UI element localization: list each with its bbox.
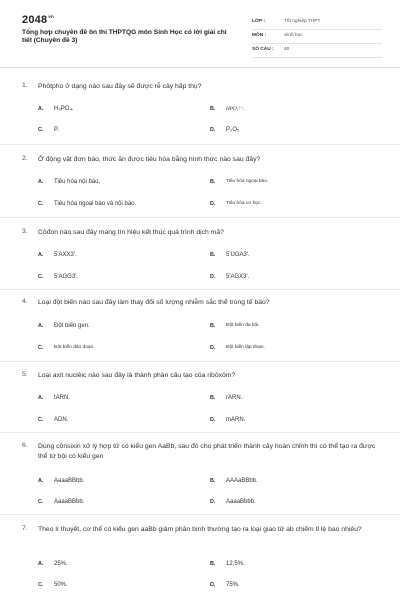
meta-value: Tốt nghiệp THPT — [284, 19, 321, 24]
option-text: Tiêu hóa ngoại bào. — [226, 179, 269, 184]
document-title: Tổng hợp chuyên đề ôn thi THPTQG môn Sinh Học có lời giải chi tiết (Chuyên đề 3) — [22, 29, 227, 45]
meta-label: SỐ CÂU : — [252, 47, 274, 52]
option-text: AaaaBBbb. — [54, 478, 85, 484]
question-text: Dùng cônsixin xử lý hợp tử có kiểu gen AaBb, sau đó cho phát triển thành cây hoàn chỉnh thì có thể tạo ra được thể tứ bội có kiểu gen — [38, 443, 376, 460]
question-text: Côđon nào sau đây mang tín hiệu kết thúc quá trình dịch mã? — [38, 229, 224, 236]
question-number: 7. — [22, 525, 28, 532]
option-letter: B. — [210, 252, 216, 258]
site-logo[interactable] — [22, 14, 54, 26]
option-letter: D. — [210, 127, 216, 133]
option-letter: C. — [38, 582, 44, 588]
option-text: H₃PO₄. — [54, 106, 74, 112]
question-number: 3. — [22, 228, 28, 235]
option-letter: D. — [210, 201, 216, 207]
question-divider — [0, 361, 400, 362]
question-text: Loại đột biến nào sau đây làm thay đổi số lượng nhiễm sắc thể trong tế bào? — [38, 299, 270, 306]
logo-text: 2048 — [22, 14, 48, 26]
header-divider — [0, 67, 400, 68]
option-text: 5'AXX3'. — [54, 252, 77, 258]
option-text: AaaaBBbb. — [54, 499, 85, 505]
option-text: 12,5%. — [226, 561, 245, 567]
option-letter: D. — [210, 274, 216, 280]
question-divider — [0, 432, 400, 433]
question-divider — [0, 217, 400, 218]
option-letter: A. — [38, 323, 44, 329]
option-text: 75%. — [226, 582, 240, 588]
option-letter: A. — [38, 179, 44, 185]
option-text: AAAaBBbb. — [226, 478, 258, 484]
option-letter: B. — [210, 323, 216, 329]
option-letter: D. — [210, 345, 216, 351]
option-text: HPO₄²⁻. — [226, 106, 245, 112]
option-letter: A. — [38, 395, 44, 401]
meta-label: LỚP : — [252, 19, 266, 24]
option-text: P. — [54, 127, 59, 133]
option-text: Tiêu hóa cơ học. — [226, 201, 262, 206]
option-text: Đột biến gen. — [54, 323, 90, 329]
option-text: rARN. — [226, 395, 243, 401]
question-divider — [0, 289, 400, 290]
document-header — [0, 0, 400, 66]
option-text: Đột biến lặp đoạn. — [226, 345, 265, 350]
question-divider — [0, 144, 400, 145]
question-number: 4. — [22, 298, 28, 305]
option-letter: C. — [38, 274, 44, 280]
option-text: P₂O₅ — [226, 127, 240, 133]
question-number: 6. — [22, 442, 28, 449]
question-divider — [0, 514, 400, 515]
option-letter: C. — [38, 499, 44, 505]
option-letter: D. — [210, 499, 216, 505]
option-letter: B. — [210, 478, 216, 484]
meta-label: MÔN : — [252, 33, 267, 38]
option-text: ADN. — [54, 417, 69, 423]
option-text: 5'AGG3'. — [54, 274, 78, 280]
option-letter: A. — [38, 478, 44, 484]
question-number: 2. — [22, 155, 28, 162]
question-text: Loại axit nuclêic nào sau đây là thành phần cấu tạo của ribôxôm? — [38, 372, 236, 379]
option-letter: D. — [210, 417, 216, 423]
option-letter: A. — [38, 561, 44, 567]
meta-value: Sinh học — [284, 33, 303, 38]
option-letter: C. — [38, 345, 44, 351]
option-text: 5'AGX3'. — [226, 274, 250, 280]
option-letter: C. — [38, 127, 44, 133]
option-letter: A. — [38, 252, 44, 258]
option-text: Đột biến đa bội. — [226, 323, 260, 328]
option-text: Tiêu hóa ngoại bào và nội bào. — [54, 201, 137, 207]
question-number: 5. — [22, 371, 28, 378]
question-text: Phôtpho ở dạng nào sau đây sẽ được rễ cây hấp thụ? — [38, 83, 202, 90]
option-text: 50%. — [54, 582, 68, 588]
question-text: Ở động vật đơn bào, thức ăn được tiêu hóa bằng hình thức nào sau đây? — [38, 156, 261, 163]
meta-row-question-count — [252, 45, 382, 58]
question-text: Theo lí thuyết, cơ thể có kiểu gen aaBb giảm phân bình thường tạo ra loại giao tử ab chiếm tỉ lệ bao nhiêu? — [38, 526, 362, 533]
option-text: Đột biến đảo đoạn. — [54, 345, 95, 350]
option-letter: C. — [38, 417, 44, 423]
option-text: mARN. — [226, 417, 246, 423]
option-letter: B. — [210, 179, 216, 185]
option-text: 5'UGA3'. — [226, 252, 250, 258]
option-letter: B. — [210, 395, 216, 401]
option-letter: B. — [210, 106, 216, 112]
option-text: AaaaBbbb. — [226, 499, 256, 505]
meta-row-class — [252, 17, 382, 30]
option-text: Tiêu hóa nội bào. — [54, 179, 101, 185]
meta-value: 40 — [284, 47, 290, 52]
option-letter: B. — [210, 561, 216, 567]
option-letter: A. — [38, 106, 44, 112]
option-text: tARN. — [54, 395, 71, 401]
question-number: 1. — [22, 82, 28, 89]
option-letter: C. — [38, 201, 44, 207]
option-letter: D. — [210, 582, 216, 588]
meta-row-subject — [252, 31, 382, 44]
logo-suffix: vn — [48, 14, 54, 20]
option-text: 25%. — [54, 561, 68, 567]
document-meta — [252, 17, 382, 59]
